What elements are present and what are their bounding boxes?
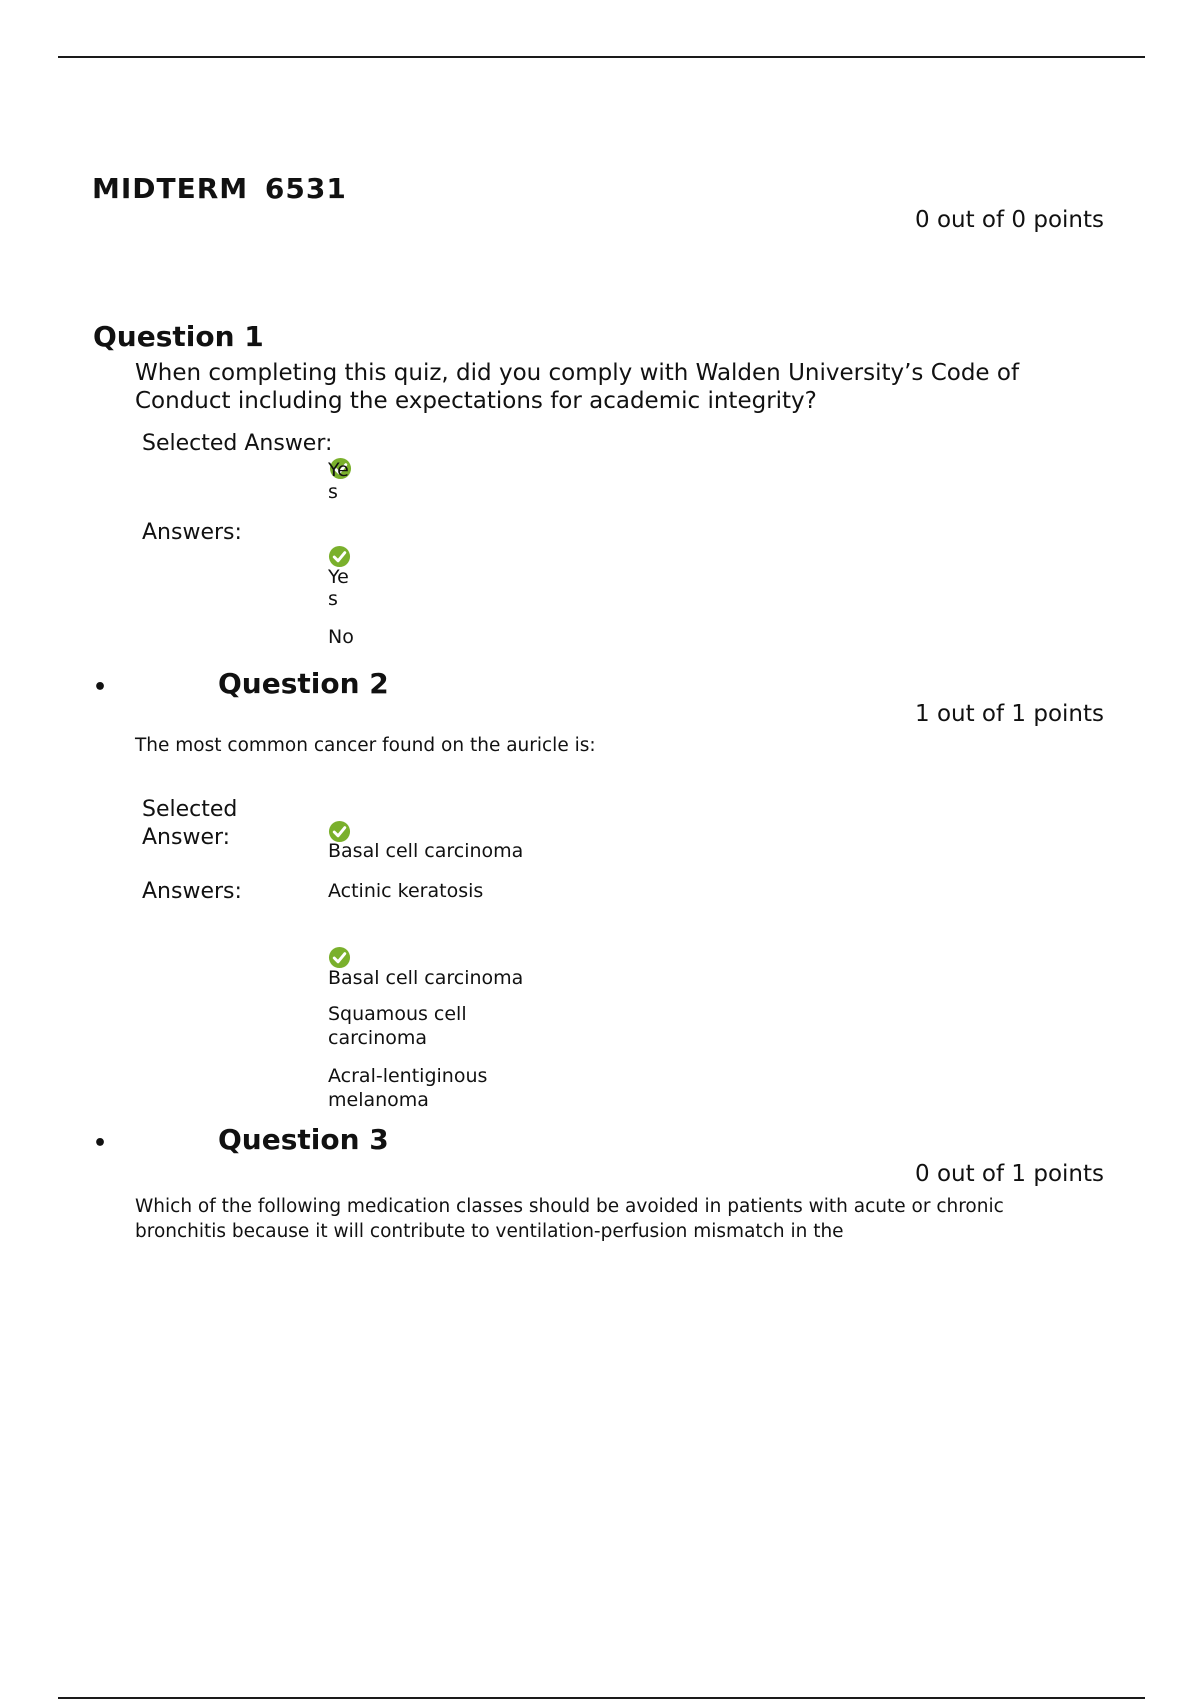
question-3-bullet: • — [93, 1131, 108, 1156]
question-1-selected-label: Selected Answer: — [142, 431, 333, 456]
question-2-selected-answer: Basal cell carcinoma — [328, 840, 524, 862]
question-2-answer-option: Squamous cell carcinoma — [328, 1003, 467, 1049]
question-3-heading: Question 3 — [218, 1123, 389, 1156]
check-circle-icon — [328, 545, 351, 568]
question-2-answer-option: Basal cell carcinoma — [328, 967, 524, 989]
question-2-selected-label: Selected Answer: — [142, 797, 238, 850]
question-1-answer-option: Yes — [328, 566, 349, 610]
question-2-answer-option: Acral-lentiginous melanoma — [328, 1065, 488, 1111]
question-1-answer-option: No — [328, 626, 354, 648]
question-1-text: When completing this quiz, did you comply with Walden University’s Code of Conduct including the expectations for academic integrity? — [135, 360, 1020, 414]
question-2-heading: Question 2 — [218, 667, 389, 700]
question-3-text: Which of the following medication classes should be avoided in patients with acute or chronic bronchitis because it will contribute to ventilation-perfusion mismatch in the — [135, 1196, 1004, 1242]
bottom-rule — [58, 1697, 1145, 1699]
document-title: MIDTERM 6531 — [92, 172, 347, 205]
question-2-answer-option: Actinic keratosis — [328, 880, 484, 902]
question-1-answers-label: Answers: — [142, 520, 242, 545]
question-2-answers-label: Answers: — [142, 879, 242, 904]
top-rule — [58, 56, 1145, 58]
header-points: 0 out of 0 points — [915, 207, 1104, 233]
question-3-points: 0 out of 1 points — [915, 1161, 1104, 1187]
question-1-heading: Question 1 — [93, 320, 264, 353]
question-1-selected-answer: Yes — [328, 459, 349, 503]
question-2-bullet: • — [93, 675, 108, 700]
question-2-text: The most common cancer found on the auricle is: — [135, 735, 596, 756]
question-2-points: 1 out of 1 points — [915, 701, 1104, 727]
